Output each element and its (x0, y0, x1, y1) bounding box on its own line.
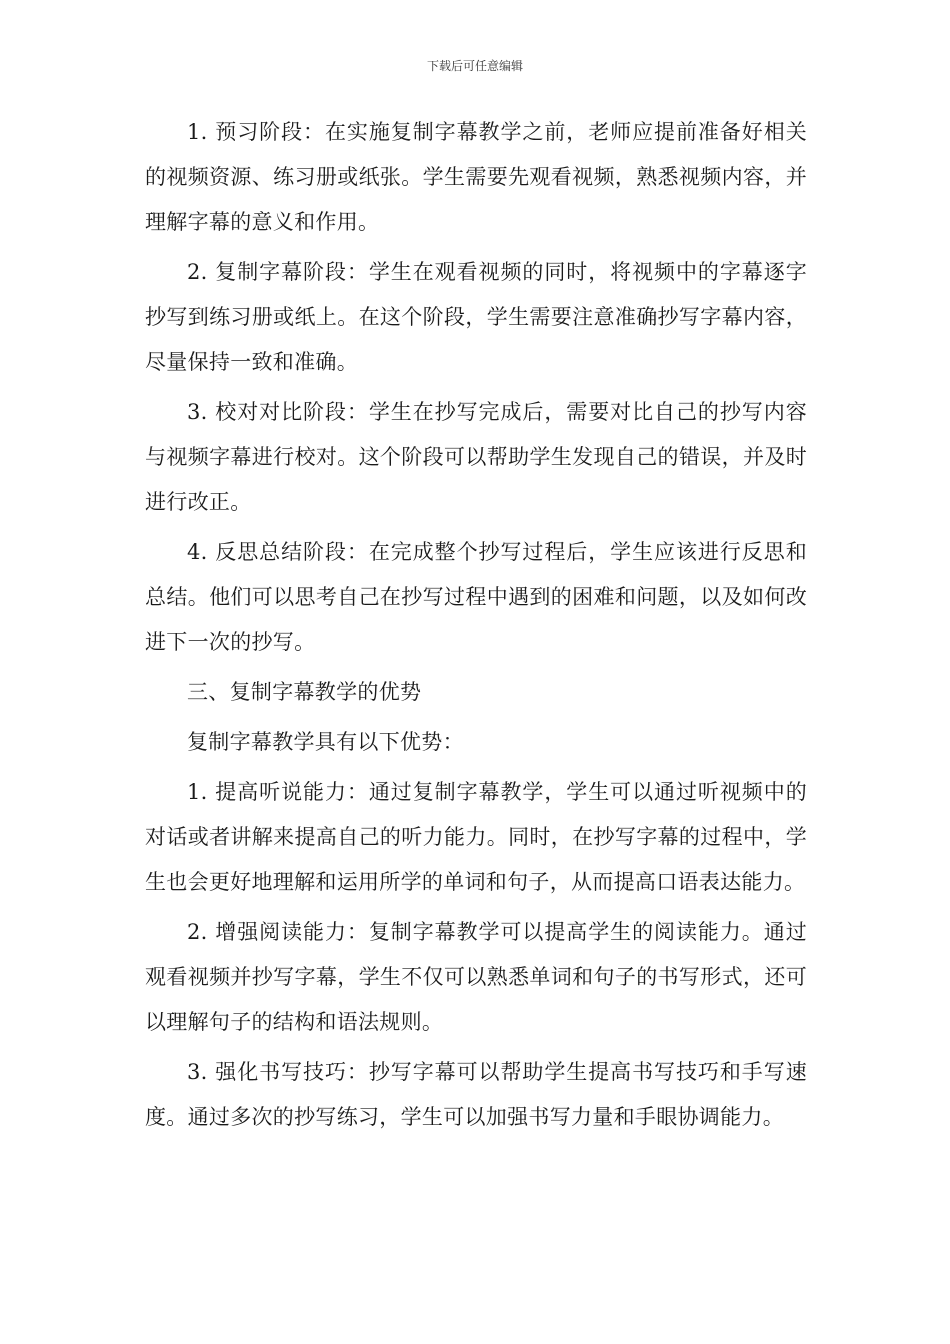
section-heading-advantages: 三、复制字幕教学的优势 (187, 680, 422, 704)
document-body (145, 110, 807, 1145)
paragraph-proofread-stage: 3. 校对对比阶段：学生在抄写完成后，需要对比自己的抄写内容与视频字幕进行校对。这个阶段可以帮助学生发现自己的错误，并及时进行改正。 (145, 400, 807, 514)
paragraph-writing: 3. 强化书写技巧：抄写字幕可以帮助学生提高书写技巧和手写速度。通过多次的抄写练习，学生可以加强书写力量和手眼协调能力。 (145, 1060, 807, 1129)
paragraph-reflection-stage: 4. 反思总结阶段：在完成整个抄写过程后，学生应该进行反思和总结。他们可以思考自己在抄写过程中遇到的困难和问题，以及如何改进下一次的抄写。 (145, 540, 807, 654)
page-header: 下载后可任意编辑 (426, 59, 523, 73)
paragraph-advantages-intro: 复制字幕教学具有以下优势： (187, 730, 464, 754)
paragraph-copy-stage: 2. 复制字幕阶段：学生在观看视频的同时，将视频中的字幕逐字抄写到练习册或纸上。在这个阶段，学生需要注意准确抄写字幕内容，尽量保持一致和准确。 (145, 260, 807, 374)
paragraph-listening-speaking: 1. 提高听说能力：通过复制字幕教学，学生可以通过听视频中的对话或者讲解来提高自己的听力能力。同时，在抄写字幕的过程中，学生也会更好地理解和运用所学的单词和句子，从而提高口语表达能力。 (145, 780, 807, 894)
paragraph-reading: 2. 增强阅读能力：复制字幕教学可以提高学生的阅读能力。通过观看视频并抄写字幕，学生不仅可以熟悉单词和句子的书写形式，还可以理解句子的结构和语法规则。 (145, 920, 807, 1034)
paragraph-preview-stage: 1. 预习阶段：在实施复制字幕教学之前，老师应提前准备好相关的视频资源、练习册或纸张。学生需要先观看视频，熟悉视频内容，并理解字幕的意义和作用。 (145, 120, 807, 234)
